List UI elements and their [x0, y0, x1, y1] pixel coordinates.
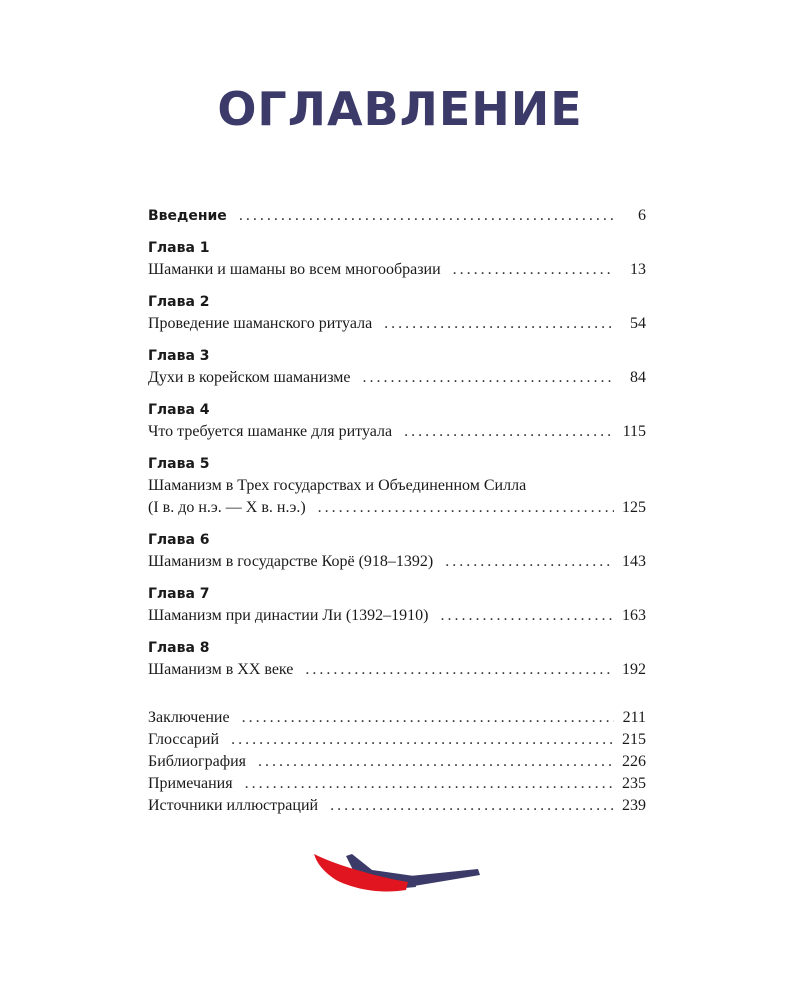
chapter-title: Шаманизм в Трех государствах и Объединенном Силла [148, 477, 527, 494]
toc-page-number: 239 [622, 797, 646, 814]
chapter-title: Шаманизм в государстве Корё (918–1392) [148, 553, 434, 570]
toc-page-number: 13 [630, 261, 646, 278]
toc-leader-dots [330, 795, 614, 817]
toc-chapter-3[interactable] [148, 345, 646, 389]
toc-chapter-7[interactable] [148, 583, 646, 627]
toc-chapter-5[interactable] [148, 453, 646, 519]
toc-entry-label: Заключение [148, 709, 230, 726]
toc-leader-dots [453, 259, 614, 281]
toc-chapter-2[interactable] [148, 291, 646, 335]
toc-entry-label: Примечания [148, 775, 233, 792]
toc-chapter-1[interactable] [148, 237, 646, 281]
toc-leader-dots [231, 729, 614, 751]
chapter-title: Шаманизм в XX веке [148, 661, 294, 678]
toc-entry-illustration-sources[interactable] [148, 795, 646, 817]
toc-back-matter [148, 707, 646, 817]
chapter-title: Духи в корейском шаманизме [148, 369, 351, 386]
toc-page-number: 125 [622, 499, 646, 516]
toc-page-number: 143 [622, 553, 646, 570]
page-title: ОГЛАВЛЕНИЕ [217, 82, 583, 136]
chapter-title-continued: (I в. до н.э. — X в. н.э.) [148, 499, 306, 516]
chapter-title: Проведение шаманского ритуала [148, 315, 373, 332]
toc-page-number: 235 [622, 775, 646, 792]
toc-page-number: 84 [630, 369, 646, 386]
toc-leader-dots [445, 551, 614, 573]
toc-entry-label: Глоссарий [148, 731, 220, 748]
toc-entry-label: Введение [148, 208, 227, 224]
toc-leader-dots [242, 707, 614, 729]
chapter-title: Что требуется шаманке для ритуала [148, 423, 393, 440]
table-of-contents [148, 205, 646, 817]
toc-leader-dots [305, 659, 614, 681]
toc-chapter-4[interactable] [148, 399, 646, 443]
toc-page-number: 215 [622, 731, 646, 748]
toc-page-number: 6 [638, 207, 646, 224]
toc-entry [148, 259, 646, 281]
toc-leader-dots [440, 605, 614, 627]
toc-entry [148, 313, 646, 335]
toc-leader-dots [245, 773, 614, 795]
toc-page-number: 226 [622, 753, 646, 770]
toc-page-number: 115 [622, 423, 646, 440]
chapter-label: Глава 3 [148, 348, 210, 364]
chapter-title: Шаманки и шаманы во всем многообразии [148, 261, 441, 278]
toc-leader-dots [258, 751, 614, 773]
toc-entry-label: Библиография [148, 753, 246, 770]
toc-entry [148, 367, 646, 389]
chapter-label: Глава 5 [148, 456, 210, 472]
toc-entry [148, 497, 646, 519]
chapter-label: Глава 2 [148, 294, 210, 310]
ornament-blade [314, 854, 408, 892]
chapter-label: Глава 1 [148, 240, 210, 256]
toc-leader-dots [363, 367, 614, 389]
toc-leader-dots [404, 421, 614, 443]
ornament-handle [410, 869, 480, 886]
toc-entry-label: Источники иллюстраций [148, 797, 319, 814]
toc-leader-dots [239, 205, 614, 227]
toc-entry [148, 551, 646, 573]
toc-entry-glossary[interactable] [148, 729, 646, 751]
toc-page-number: 163 [622, 607, 646, 624]
toc-entry [148, 421, 646, 443]
toc-entry-bibliography[interactable] [148, 751, 646, 773]
chapter-label: Глава 7 [148, 586, 210, 602]
toc-entry [148, 659, 646, 681]
knife-ornament-icon [312, 850, 482, 896]
toc-page-number: 192 [622, 661, 646, 678]
toc-chapter-8[interactable] [148, 637, 646, 681]
toc-page-number: 211 [622, 709, 646, 726]
chapter-label: Глава 4 [148, 402, 210, 418]
chapter-title: Шаманизм при династии Ли (1392–1910) [148, 607, 429, 624]
toc-leader-dots [318, 497, 614, 519]
chapter-label: Глава 6 [148, 532, 210, 548]
toc-page-number: 54 [630, 315, 646, 332]
toc-leader-dots [384, 313, 614, 335]
chapter-label: Глава 8 [148, 640, 210, 656]
toc-entry-conclusion[interactable] [148, 707, 646, 729]
toc-entry-intro[interactable] [148, 205, 646, 227]
toc-entry [148, 605, 646, 627]
toc-entry-notes[interactable] [148, 773, 646, 795]
toc-chapter-6[interactable] [148, 529, 646, 573]
